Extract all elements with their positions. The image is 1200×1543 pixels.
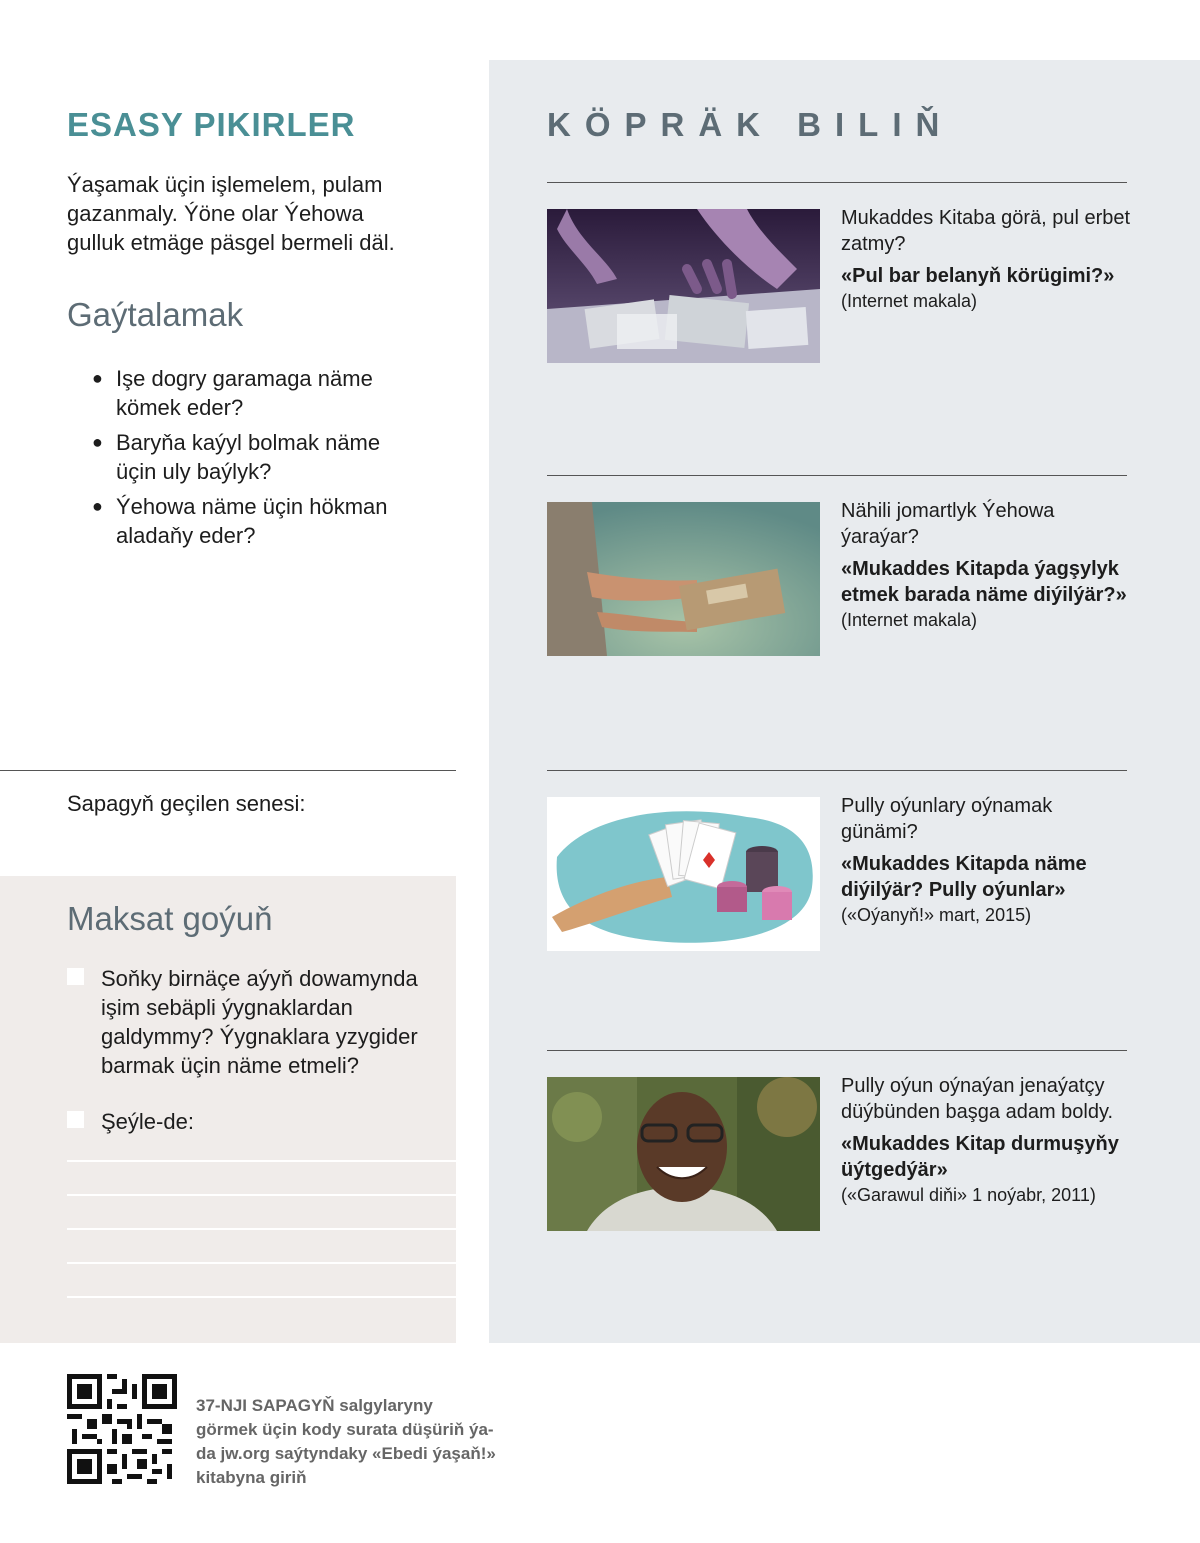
entry-title-link[interactable]: «Mukaddes Kitapda ýagşylyk etmek barada näme diýilýär?» bbox=[841, 558, 1127, 606]
entry-source: («Garawul diňi» 1 noýabr, 2011) bbox=[841, 1185, 1096, 1205]
divider bbox=[0, 770, 456, 771]
key-points-text: Ýaşamak üçin işlemelem, pulam gazanmaly. Ýöne olar Ýehowa gulluk etmäge päsgel bermeli däl. bbox=[67, 172, 395, 255]
divider bbox=[547, 770, 1127, 771]
goal-title: Maksat goýuň bbox=[67, 900, 273, 937]
checkbox[interactable] bbox=[67, 1111, 84, 1128]
divider bbox=[547, 1050, 1127, 1051]
learn-more-entry[interactable] bbox=[841, 1073, 1131, 1207]
writing-line[interactable] bbox=[67, 1228, 456, 1230]
bullet-icon: ● bbox=[92, 368, 103, 388]
entry-title-link[interactable]: «Mukaddes Kitapda näme diýilýär? Pully oýunlar» bbox=[841, 853, 1087, 901]
writing-line[interactable] bbox=[67, 1194, 456, 1196]
divider bbox=[547, 182, 1127, 183]
entry-source: (Internet makala) bbox=[841, 291, 978, 311]
footer-note: 37-NJI SAPAGYŇ salgylaryny görmek üçin kody surata düşüriň ýa-da jw.org saýtyndaky «Ebedi ýaşaň!» kitabyna giriň bbox=[196, 1396, 496, 1487]
learn-more-entry[interactable] bbox=[841, 793, 1131, 927]
entry-title-link[interactable]: «Pul bar belanyň körügimi?» bbox=[841, 265, 1115, 287]
entry-source: («Oýanyň!» mart, 2015) bbox=[841, 905, 1032, 925]
entry-title-link[interactable]: «Mukaddes Kitap durmuşyňy üýtgedýär» bbox=[841, 1133, 1119, 1181]
review-item: ● Baryňa kaýyl bolmak näme üçin uly baýlyk? bbox=[92, 430, 381, 484]
qr-code-icon[interactable] bbox=[67, 1374, 177, 1484]
entry-source: (Internet makala) bbox=[841, 610, 978, 630]
review-item: ● Ýehowa näme üçin hökman aladaňy eder? bbox=[92, 494, 388, 548]
goal-item: Soňky birnäçe aýyň dowamynda işim sebäpli ýygnaklardan galdymmy? Ýygnaklara yzygider barmak üçin näme etmeli? bbox=[67, 964, 427, 1080]
review-item: ● Işe dogry garamaga näme kömek eder? bbox=[92, 366, 373, 420]
goal-item: Şeýle-de: bbox=[67, 1107, 427, 1136]
money-photo[interactable] bbox=[547, 209, 820, 363]
entry-question: Nähili jomartlyk Ýehowa ýaraýar? bbox=[841, 500, 1055, 548]
lesson-date-label: Sapagyň geçilen senesi: bbox=[67, 791, 306, 816]
entry-question: Pully oýun oýnaýan jenaýatçy düýbünden başga adam boldy. bbox=[841, 1075, 1114, 1123]
learn-more-title: KÖPRÄK BILIŇ bbox=[547, 106, 954, 143]
key-points-title: ESASY PIKIRLER bbox=[67, 106, 356, 143]
entry-question: Mukaddes Kitaba görä, pul erbet zatmy? bbox=[841, 207, 1131, 255]
writing-line[interactable] bbox=[67, 1262, 456, 1264]
bullet-icon: ● bbox=[92, 496, 103, 516]
writing-line[interactable] bbox=[67, 1160, 456, 1162]
divider bbox=[547, 475, 1127, 476]
review-title: Gaýtalamak bbox=[67, 296, 244, 333]
entry-question: Pully oýunlary oýnamak günämi? bbox=[841, 795, 1053, 843]
learn-more-entry[interactable] bbox=[841, 498, 1131, 632]
checkbox[interactable] bbox=[67, 968, 84, 985]
learn-more-entry[interactable] bbox=[841, 205, 1131, 313]
gift-photo[interactable] bbox=[547, 502, 820, 656]
review-list bbox=[92, 364, 412, 556]
bullet-icon: ● bbox=[92, 432, 103, 452]
smiling-man-photo[interactable] bbox=[547, 1077, 820, 1231]
writing-line[interactable] bbox=[67, 1296, 456, 1298]
cards-chips-photo[interactable] bbox=[547, 797, 820, 951]
